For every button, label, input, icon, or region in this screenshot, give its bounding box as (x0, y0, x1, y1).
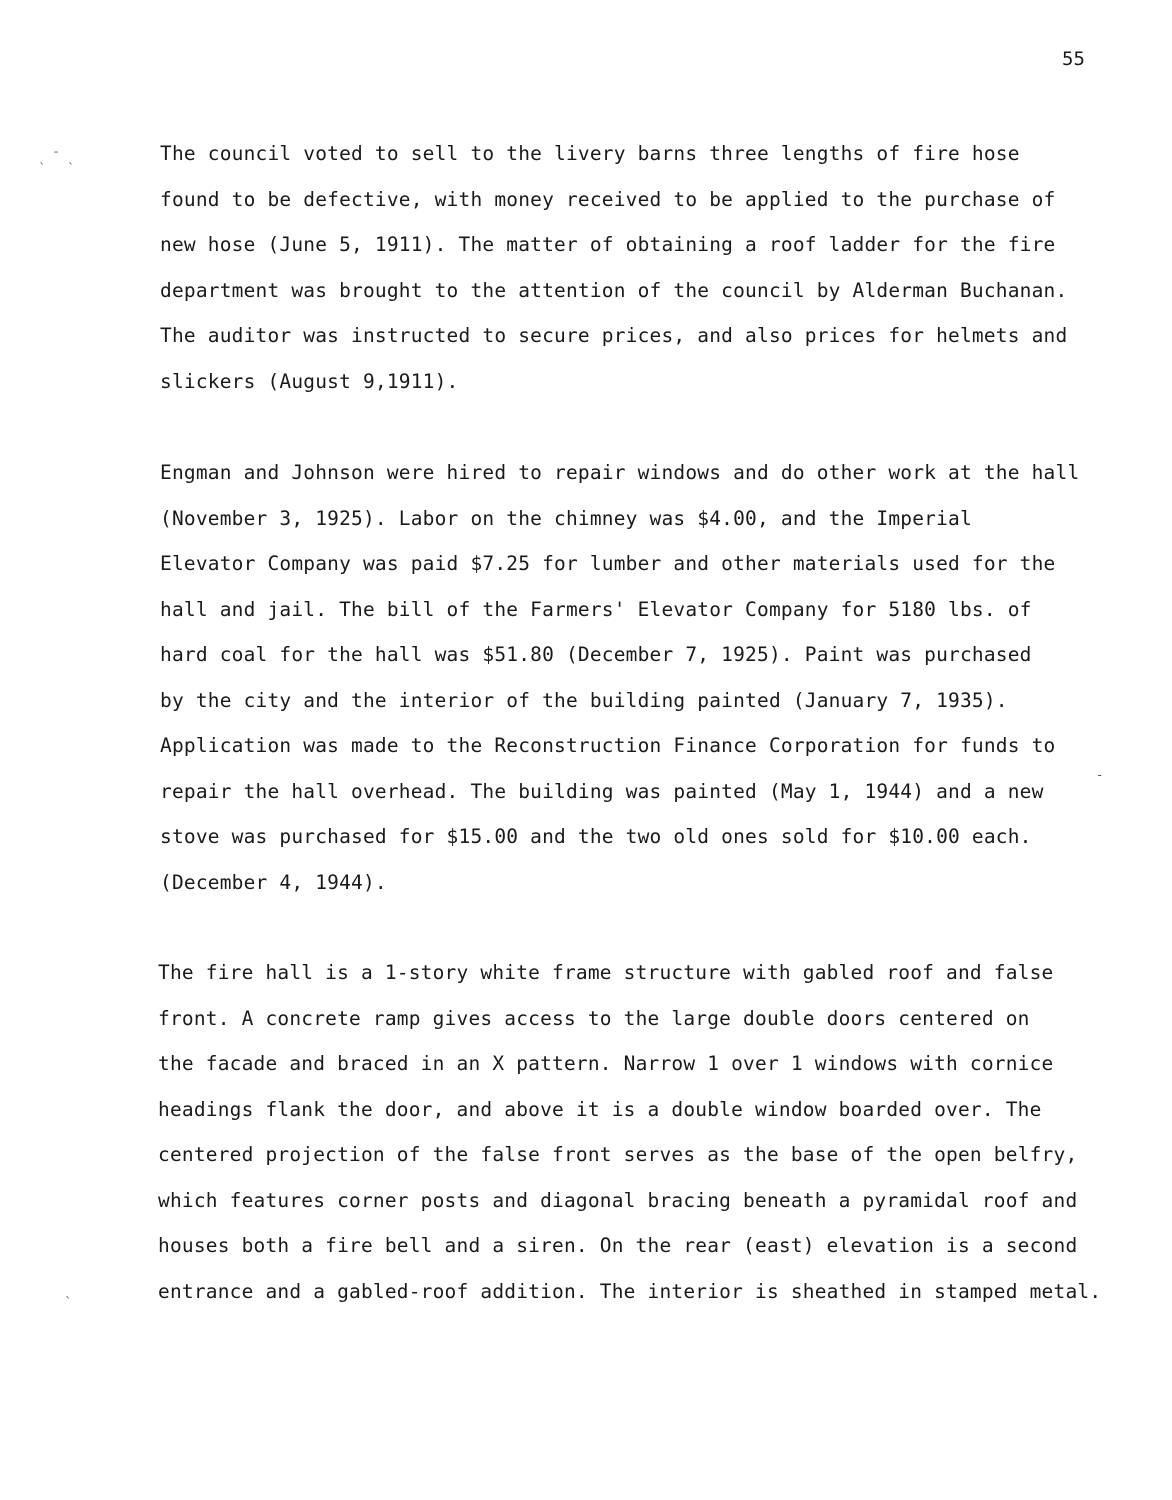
text-line: headings flank the door, and above it is a double window boarded over. The (158, 1097, 1042, 1121)
page-number: 55 (1062, 48, 1085, 70)
text-line: hard coal for the hall was $51.80 (December 7, 1925). Paint was purchased (160, 643, 1032, 666)
text-line: (December 4, 1944). (160, 870, 387, 894)
text-line: Application was made to the Reconstruction Finance Corporation for funds to (160, 734, 1056, 757)
scan-mark: ˎ ˉ ˎ (38, 150, 75, 164)
text-line: repair the hall overhead. The building was painted (May 1, 1944) and a new (160, 779, 1044, 803)
paragraph-hall-repairs (160, 450, 1090, 905)
text-line: (November 3, 1925). Labor on the chimney was $4.00, and the Imperial (160, 506, 972, 530)
text-line: Engman and Johnson were hired to repair windows and do other work at the hall (160, 461, 1080, 484)
text-line: by the city and the interior of the building painted (January 7, 1935). (160, 688, 1008, 712)
text-line: the facade and braced in an X pattern. Narrow 1 over 1 windows with cornice (158, 1052, 1054, 1075)
text-line: new hose (June 5, 1911). The matter of obtaining a roof ladder for the fire (160, 233, 1056, 256)
text-line: stove was purchased for $15.00 and the two old ones sold for $10.00 each. (160, 825, 1032, 848)
text-line: The council voted to sell to the livery barns three lengths of fire hose (160, 142, 1020, 165)
paragraph-fire-equipment (160, 131, 1090, 404)
text-line: slickers (August 9,1911). (160, 369, 459, 393)
text-line: The auditor was instructed to secure prices, and also prices for helmets and (160, 324, 1068, 347)
text-line: which features corner posts and diagonal bracing beneath a pyramidal roof and (158, 1188, 1078, 1212)
text-line: department was brought to the attention of the council by Alderman Buchanan. (160, 278, 1068, 302)
scan-mark: ˎ (64, 1284, 72, 1298)
text-line: found to be defective, with money received to be applied to the purchase of (160, 187, 1056, 211)
text-line: The fire hall is a 1-story white frame structure with gabled roof and false (158, 961, 1054, 984)
text-line: houses both a fire bell and a siren. On the rear (east) elevation is a second (158, 1234, 1078, 1257)
text-line: hall and jail. The bill of the Farmers' Elevator Company for 5180 lbs. of (160, 597, 1032, 621)
text-line: front. A concrete ramp gives access to the large double doors centered on (158, 1006, 1030, 1030)
text-line: entrance and a gabled-roof addition. The interior is sheathed in stamped metal. (158, 1279, 1102, 1303)
text-line: centered projection of the false front serves as the base of the open belfry, (158, 1143, 1078, 1166)
paragraph-building-description (158, 950, 1102, 1314)
scan-mark: - (1096, 768, 1104, 782)
text-line: Elevator Company was paid $7.25 for lumber and other materials used for the (160, 552, 1056, 575)
